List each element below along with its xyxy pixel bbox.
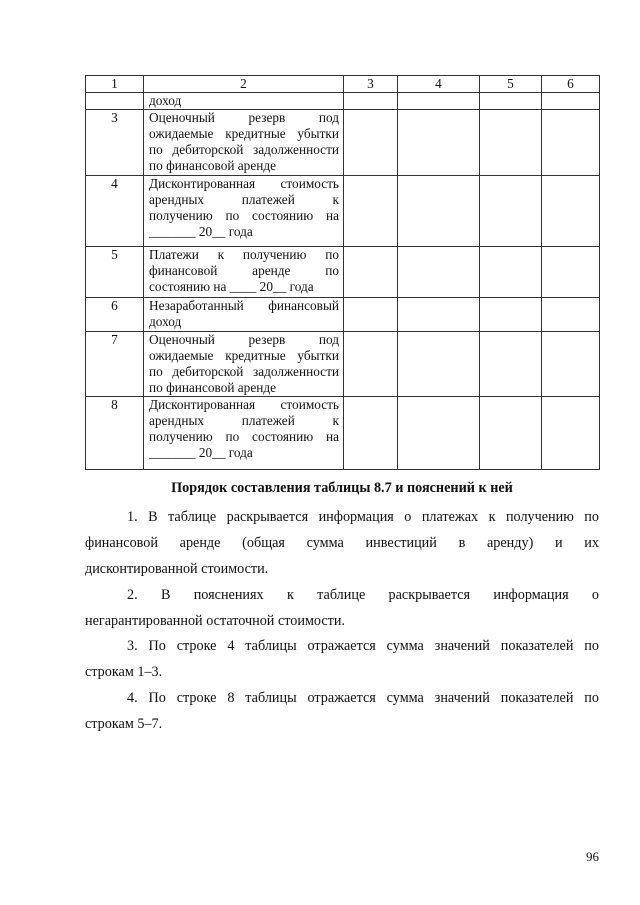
paragraph-line: негарантированной остаточной стоимости.: [85, 613, 346, 629]
value-cell: [398, 247, 480, 298]
row-indicator: [144, 247, 344, 298]
row-indicator: [144, 397, 344, 470]
row-indicator: [144, 93, 344, 110]
paragraph-line: 1. В таблице раскрывается информация о платежах к получению по: [127, 509, 599, 525]
paragraph-line: 2. В пояснениях к таблице раскрывается информация о: [127, 587, 599, 603]
value-cell: [344, 298, 398, 332]
paragraph-4: [85, 685, 599, 737]
column-header-4: 4: [398, 76, 480, 93]
value-cell: [542, 298, 600, 332]
paragraph-line: дисконтированной стоимости.: [85, 561, 269, 577]
page-number: 96: [586, 849, 599, 864]
indicator-line: по финансовой аренде: [149, 158, 277, 173]
section-title: Порядок составления таблицы 8.7 и пояснений к ней: [171, 480, 513, 496]
paragraph-line: строкам 1–3.: [85, 664, 163, 680]
indicator-line: Незаработанный финансовый: [149, 298, 339, 313]
paragraph-line: 3. По строке 4 таблицы отражается сумма значений показателей по: [127, 638, 599, 654]
value-cell: [542, 176, 600, 247]
value-cell: [344, 397, 398, 470]
value-cell: [542, 397, 600, 470]
value-cell: [542, 332, 600, 397]
lease-payments-table: [85, 75, 600, 470]
indicator-line: финансовой аренде по: [149, 263, 339, 278]
paragraph-1: [85, 504, 599, 582]
indicator-line: доход: [149, 93, 182, 108]
value-cell: [480, 332, 542, 397]
row-indicator: [144, 332, 344, 397]
value-cell: [480, 110, 542, 176]
column-header-1: 1: [86, 76, 144, 93]
table-row: [86, 332, 600, 397]
value-cell: [398, 397, 480, 470]
value-cell: [398, 298, 480, 332]
column-header-6: 6: [542, 76, 600, 93]
value-cell: [480, 397, 542, 470]
indicator-line: Дисконтированная стоимость: [149, 397, 339, 412]
value-cell: [480, 247, 542, 298]
indicator-line: Оценочный резерв под: [149, 110, 339, 125]
value-cell: [542, 110, 600, 176]
table-row: [86, 176, 600, 247]
indicator-line: арендных платежей к: [149, 413, 339, 428]
value-cell: [344, 247, 398, 298]
indicator-line: Оценочный резерв под: [149, 332, 339, 347]
indicator-line: доход: [149, 314, 182, 329]
column-header-2: 2: [144, 76, 344, 93]
paragraph-line: финансовой аренде (общая сумма инвестиций в аренду) и их: [85, 535, 599, 551]
table-row: [86, 110, 600, 176]
row-number: [86, 93, 144, 110]
row-indicator: [144, 110, 344, 176]
indicator-line: получению по состоянию на: [149, 429, 339, 444]
paragraph-3: [85, 633, 599, 685]
indicator-line: Платежи к получению по: [149, 247, 339, 262]
indicator-line: по дебиторской задолженности: [149, 142, 339, 157]
row-number: 5: [86, 247, 144, 298]
indicator-line: ожидаемые кредитные убытки: [149, 348, 339, 363]
row-indicator: [144, 176, 344, 247]
row-number: 3: [86, 110, 144, 176]
row-number: 7: [86, 332, 144, 397]
indicator-line: получению по состоянию на: [149, 208, 339, 223]
table-header-row: [86, 76, 600, 93]
value-cell: [480, 176, 542, 247]
row-indicator: [144, 298, 344, 332]
value-cell: [480, 93, 542, 110]
paragraph-line: 4. По строке 8 таблицы отражается сумма значений показателей по: [127, 690, 599, 706]
indicator-line: по дебиторской задолженности: [149, 364, 339, 379]
value-cell: [398, 176, 480, 247]
value-cell: [344, 93, 398, 110]
indicator-line: _______ 20__ года: [149, 445, 253, 460]
value-cell: [398, 110, 480, 176]
table-row: [86, 93, 600, 110]
column-header-3: 3: [344, 76, 398, 93]
indicator-line: Дисконтированная стоимость: [149, 176, 339, 191]
indicator-line: арендных платежей к: [149, 192, 339, 207]
table-row: [86, 298, 600, 332]
value-cell: [398, 332, 480, 397]
value-cell: [344, 176, 398, 247]
indicator-line: состоянию на ____ 20__ года: [149, 279, 314, 294]
value-cell: [542, 93, 600, 110]
row-number: 4: [86, 176, 144, 247]
value-cell: [480, 298, 542, 332]
paragraph-2: [85, 582, 599, 634]
table-row: [86, 247, 600, 298]
indicator-line: ожидаемые кредитные убытки: [149, 126, 339, 141]
value-cell: [344, 110, 398, 176]
paragraph-line: строкам 5–7.: [85, 716, 163, 732]
indicator-line: _______ 20__ года: [149, 224, 253, 239]
value-cell: [398, 93, 480, 110]
row-number: 6: [86, 298, 144, 332]
row-number: 8: [86, 397, 144, 470]
value-cell: [542, 247, 600, 298]
indicator-line: по финансовой аренде: [149, 380, 277, 395]
table-row: [86, 397, 600, 470]
column-header-5: 5: [480, 76, 542, 93]
value-cell: [344, 332, 398, 397]
